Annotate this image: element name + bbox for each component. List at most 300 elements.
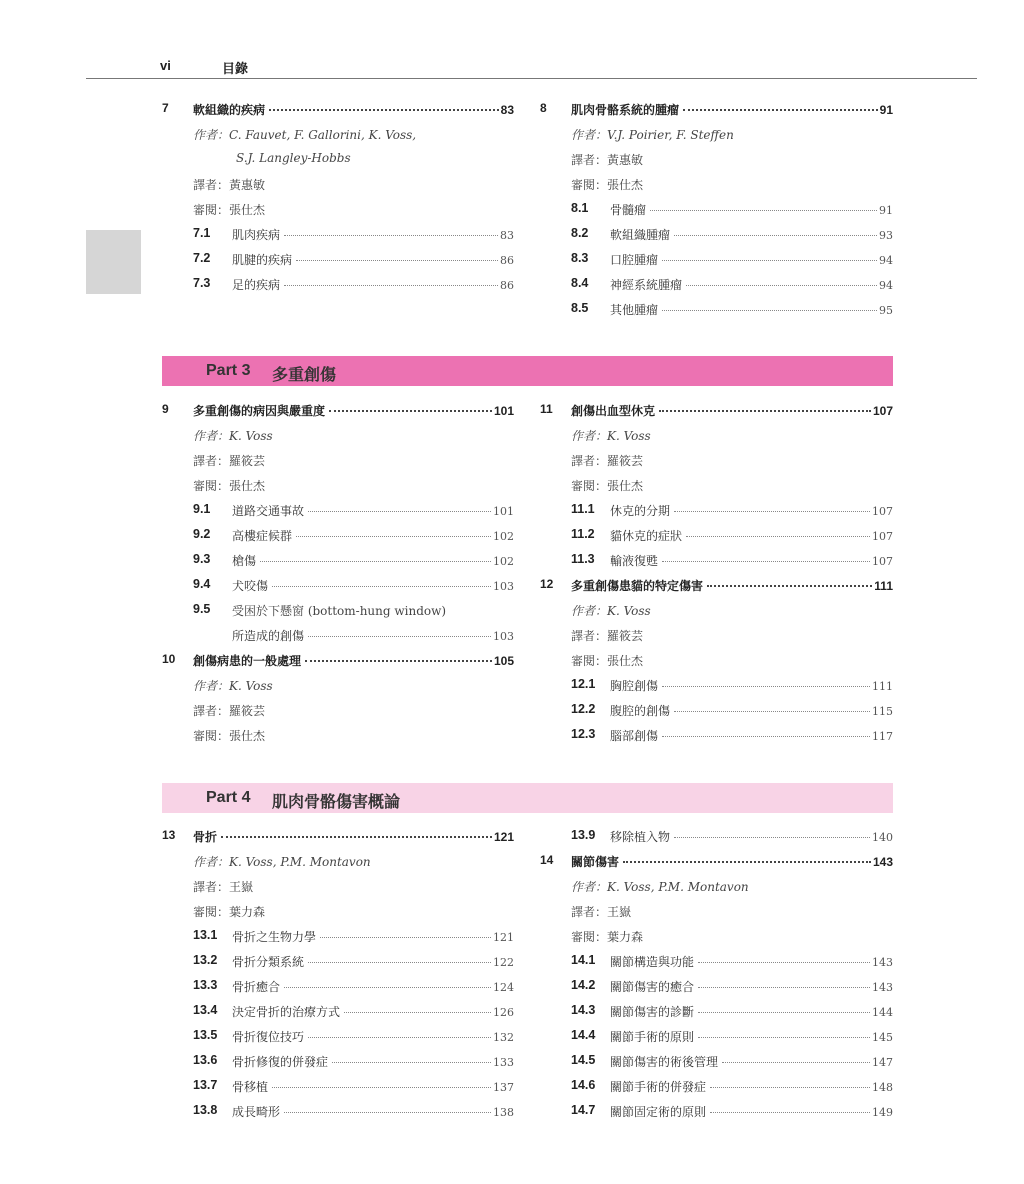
credit-text: 譯者：黃惠敏 <box>193 178 266 192</box>
credit-text: 譯者：王嶽 <box>571 905 632 919</box>
header-rule <box>86 78 977 79</box>
section-leader <box>232 251 514 268</box>
toc-section-entry <box>540 1075 893 1100</box>
chapter-title: 軟組織的疾病 <box>193 103 266 117</box>
chapter-leader <box>193 652 514 669</box>
dot-leader <box>284 987 491 988</box>
toc-top-left <box>162 98 514 298</box>
toc-credit-line <box>162 699 514 724</box>
section-page: 103 <box>493 580 514 593</box>
section-number: 13.4 <box>193 1003 218 1017</box>
toc-section-entry <box>162 499 514 524</box>
section-number: 14.1 <box>571 953 596 967</box>
credit-text: 審閱：張仕杰 <box>571 654 644 668</box>
dot-leader <box>698 962 870 963</box>
section-page: 117 <box>872 730 893 743</box>
dot-leader <box>686 536 870 537</box>
toc-section-entry <box>540 1000 893 1025</box>
credit-text: 審閱：葉力森 <box>193 905 266 919</box>
section-number: 8.1 <box>571 201 589 215</box>
toc-credit-line <box>162 674 514 699</box>
section-number: 9.4 <box>193 577 211 591</box>
section-number: 9.5 <box>193 602 211 616</box>
section-number: 14.6 <box>571 1078 596 1092</box>
page-number: vi <box>160 58 171 73</box>
toc-section-entry <box>540 825 893 850</box>
chapter-title: 多重創傷患貓的特定傷害 <box>571 579 704 593</box>
dot-leader <box>308 636 491 637</box>
credit-text: 作者：K. Voss, P.M. Montavon <box>193 855 371 869</box>
section-title: 關節傷害的診斷 <box>610 1005 695 1019</box>
toc-section-entry <box>540 1050 893 1075</box>
section-title: 骨移植 <box>232 1080 269 1094</box>
section-number: 12.3 <box>571 727 596 741</box>
section-page: 107 <box>872 505 893 518</box>
section-title: 成長畸形 <box>232 1105 281 1119</box>
dot-leader <box>707 585 872 587</box>
section-title: 肌肉疾病 <box>232 228 281 242</box>
section-leader <box>610 276 893 293</box>
section-leader <box>232 1028 514 1045</box>
section-number: 7.3 <box>193 276 211 290</box>
toc-section-entry <box>540 1025 893 1050</box>
credit-text: 作者：K. Voss <box>571 429 651 443</box>
credit-text: 譯者：羅筱芸 <box>571 454 644 468</box>
section-page: 101 <box>493 505 514 518</box>
toc-section-entry <box>540 674 893 699</box>
section-page: 95 <box>879 304 893 317</box>
dot-leader <box>269 109 499 111</box>
section-number: 8.5 <box>571 301 589 315</box>
credit-text: 審閱：張仕杰 <box>193 479 266 493</box>
toc-section-entry <box>162 1075 514 1100</box>
section-leader <box>232 1003 514 1020</box>
toc-credit-line <box>162 724 514 749</box>
dot-leader <box>332 1062 491 1063</box>
toc-section-entry <box>540 298 893 323</box>
section-leader <box>232 502 514 519</box>
section-title: 關節手術的併發症 <box>610 1080 707 1094</box>
toc-credit-line <box>540 599 893 624</box>
toc-credit-line <box>162 173 514 198</box>
section-number: 12.2 <box>571 702 596 716</box>
section-number: 13.2 <box>193 953 218 967</box>
chapter-title: 創傷病患的一般處理 <box>193 654 302 668</box>
toc-credit-line <box>162 198 514 223</box>
section-number: 13.5 <box>193 1028 218 1042</box>
section-title: 關節手術的原則 <box>610 1030 695 1044</box>
section-leader <box>610 1078 893 1095</box>
toc-part3-right <box>540 399 893 749</box>
chapter-leader <box>571 402 893 419</box>
toc-section-entry <box>540 248 893 273</box>
dot-leader <box>698 1037 870 1038</box>
dot-leader <box>296 536 491 537</box>
section-number: 13.8 <box>193 1103 218 1117</box>
chapter-leader <box>193 101 514 118</box>
section-number: 8.2 <box>571 226 589 240</box>
section-leader <box>232 953 514 970</box>
section-page: 107 <box>872 530 893 543</box>
dot-leader <box>662 686 870 687</box>
section-title: 肌腱的疾病 <box>232 253 293 267</box>
toc-section-entry <box>162 1100 514 1125</box>
section-page: 83 <box>500 229 514 242</box>
dot-leader <box>308 1037 491 1038</box>
section-page: 102 <box>493 555 514 568</box>
section-leader <box>610 502 893 519</box>
section-leader <box>232 928 514 945</box>
dot-leader <box>662 260 877 261</box>
toc-credit-line <box>540 925 893 950</box>
dot-leader <box>284 235 498 236</box>
dot-leader <box>662 736 870 737</box>
credit-text: 作者：K. Voss <box>193 679 273 693</box>
toc-credit-line <box>540 148 893 173</box>
credit-text: 譯者：羅筱芸 <box>193 704 266 718</box>
section-number: 13.9 <box>571 828 596 842</box>
toc-section-entry <box>162 975 514 1000</box>
section-page: 86 <box>500 279 514 292</box>
section-leader <box>232 627 514 644</box>
dot-leader <box>320 937 491 938</box>
section-title: 胸腔創傷 <box>610 679 659 693</box>
toc-chapter-entry <box>540 399 893 424</box>
section-page: 124 <box>493 981 514 994</box>
section-title: 關節傷害的癒合 <box>610 980 695 994</box>
section-leader <box>610 1103 893 1120</box>
section-leader <box>610 1028 893 1045</box>
section-number: 9.3 <box>193 552 211 566</box>
section-page: 93 <box>879 229 893 242</box>
toc-chapter-entry <box>162 98 514 123</box>
chapter-number: 9 <box>162 402 169 416</box>
toc-section-entry <box>162 574 514 599</box>
section-title: 足的疾病 <box>232 278 281 292</box>
dot-leader <box>674 511 870 512</box>
dot-leader <box>710 1112 870 1113</box>
toc-credit-line <box>162 900 514 925</box>
section-number: 14.7 <box>571 1103 596 1117</box>
chapter-title: 創傷出血型休克 <box>571 404 656 418</box>
chapter-leader <box>571 101 893 118</box>
toc-part4-right <box>540 825 893 1125</box>
section-title: 關節固定術的原則 <box>610 1105 707 1119</box>
toc-section-entry <box>162 1000 514 1025</box>
part4-label: Part 4 <box>206 789 251 806</box>
toc-credit-line <box>540 649 893 674</box>
section-page: 102 <box>493 530 514 543</box>
section-leader <box>232 978 514 995</box>
section-page: 133 <box>493 1056 514 1069</box>
dot-leader <box>674 235 877 236</box>
toc-section-entry <box>540 975 893 1000</box>
section-leader <box>232 552 514 569</box>
toc-section-entry <box>162 950 514 975</box>
toc-chapter-entry <box>540 850 893 875</box>
toc-section-entry <box>540 499 893 524</box>
chapter-title: 肌肉骨骼系統的腫瘤 <box>571 103 680 117</box>
section-page: 145 <box>872 1031 893 1044</box>
dot-leader <box>650 210 877 211</box>
section-page: 111 <box>872 680 893 693</box>
credit-text: 作者：K. Voss <box>571 604 651 618</box>
section-leader <box>232 1053 514 1070</box>
section-page: 121 <box>493 931 514 944</box>
part4-title: 肌肉骨骼傷害概論 <box>272 794 401 811</box>
section-title: 槍傷 <box>232 554 257 568</box>
toc-section-entry <box>540 724 893 749</box>
section-title: 骨折癒合 <box>232 980 281 994</box>
section-leader <box>232 276 514 293</box>
chapter-leader <box>571 577 893 594</box>
toc-section-entry <box>162 599 514 624</box>
section-number: 14.4 <box>571 1028 596 1042</box>
part3-banner <box>162 356 893 386</box>
section-title: 骨折修復的併發症 <box>232 1055 329 1069</box>
chapter-title: 骨折 <box>193 830 218 844</box>
credit-text: 審閱：張仕杰 <box>193 203 266 217</box>
chapter-page: 111 <box>874 579 893 593</box>
toc-credit-line <box>540 474 893 499</box>
toc-section-entry <box>540 524 893 549</box>
chapter-page: 91 <box>879 103 893 117</box>
credit-text: 譯者：羅筱芸 <box>571 629 644 643</box>
section-leader <box>610 828 893 845</box>
section-leader <box>610 527 893 544</box>
credit-text: 審閱：葉力森 <box>571 930 644 944</box>
toc-part3-left <box>162 399 514 749</box>
section-title: 所造成的創傷 <box>232 629 305 643</box>
chapter-page: 83 <box>500 103 514 117</box>
section-number: 12.1 <box>571 677 596 691</box>
dot-leader <box>662 310 877 311</box>
section-page: 137 <box>493 1081 514 1094</box>
dot-leader <box>662 561 870 562</box>
section-number: 11.1 <box>571 502 595 516</box>
section-number: 8.4 <box>571 276 589 290</box>
section-title: 高樓症候群 <box>232 529 293 543</box>
toc-credit-line <box>540 424 893 449</box>
section-number: 14.2 <box>571 978 596 992</box>
section-title: 關節構造與功能 <box>610 955 695 969</box>
dot-leader <box>722 1062 870 1063</box>
section-leader <box>610 552 893 569</box>
dot-leader <box>344 1012 491 1013</box>
toc-section-entry <box>540 273 893 298</box>
toc-chapter-entry <box>162 399 514 424</box>
section-title: 腦部創傷 <box>610 729 659 743</box>
section-page: 143 <box>872 956 893 969</box>
toc-credit-line <box>540 173 893 198</box>
chapter-number: 11 <box>540 402 553 416</box>
section-leader <box>610 251 893 268</box>
dot-leader <box>296 260 498 261</box>
credit-text: S.J. Langley-Hobbs <box>236 151 351 165</box>
dot-leader <box>329 410 492 412</box>
section-page: 149 <box>872 1106 893 1119</box>
dot-leader <box>659 410 871 412</box>
toc-chapter-entry <box>162 649 514 674</box>
chapter-page: 121 <box>493 830 514 844</box>
toc-credit-line <box>162 875 514 900</box>
section-title: 關節傷害的術後管理 <box>610 1055 719 1069</box>
chapter-leader <box>193 402 514 419</box>
section-number: 7.1 <box>193 226 211 240</box>
toc-section-entry <box>540 699 893 724</box>
chapter-number: 14 <box>540 853 554 867</box>
section-page: 148 <box>872 1081 893 1094</box>
toc-section-entry <box>162 1050 514 1075</box>
section-page: 86 <box>500 254 514 267</box>
toc-section-entry <box>162 925 514 950</box>
section-number: 11.2 <box>571 527 595 541</box>
toc-section-entry <box>540 950 893 975</box>
section-number: 9.2 <box>193 527 211 541</box>
dot-leader <box>284 285 498 286</box>
section-leader <box>610 1003 893 1020</box>
section-title: 犬咬傷 <box>232 579 269 593</box>
thumb-tab <box>86 230 141 294</box>
section-title: 腹腔的創傷 <box>610 704 671 718</box>
section-number: 13.6 <box>193 1053 218 1067</box>
dot-leader <box>674 711 870 712</box>
section-title: 受困於下懸窗 (bottom-hung window) <box>232 604 447 618</box>
toc-credit-line <box>540 624 893 649</box>
toc-section-entry <box>162 273 514 298</box>
section-title: 骨折復位技巧 <box>232 1030 305 1044</box>
chapter-number: 7 <box>162 101 169 115</box>
section-leader <box>232 577 514 594</box>
dot-leader <box>698 987 870 988</box>
credit-text: 作者：C. Fauvet, F. Gallorini, K. Voss, <box>193 128 417 142</box>
toc-credit-line <box>162 148 514 173</box>
section-leader <box>610 1053 893 1070</box>
credit-text: 譯者：王嶽 <box>193 880 254 894</box>
chapter-leader <box>193 828 514 845</box>
section-page: 147 <box>872 1056 893 1069</box>
section-leader <box>232 1078 514 1095</box>
section-page: 140 <box>872 831 893 844</box>
toc-section-entry <box>162 524 514 549</box>
chapter-page: 107 <box>872 404 893 418</box>
toc-section-entry <box>162 549 514 574</box>
section-page: 94 <box>879 254 893 267</box>
section-leader <box>610 201 893 218</box>
toc-credit-line <box>540 123 893 148</box>
section-title: 移除植入物 <box>610 830 671 844</box>
section-leader <box>232 226 514 243</box>
credit-text: 作者：V.J. Poirier, F. Steffen <box>571 128 734 142</box>
part4-banner <box>162 783 893 813</box>
dot-leader <box>305 660 492 662</box>
dot-leader <box>698 1012 870 1013</box>
toc-section-entry <box>162 223 514 248</box>
chapter-number: 12 <box>540 577 554 591</box>
section-leader <box>610 301 893 318</box>
toc-section-entry <box>540 1100 893 1125</box>
toc-credit-line <box>540 875 893 900</box>
section-title: 決定骨折的治療方式 <box>232 1005 341 1019</box>
credit-text: 作者：K. Voss <box>193 429 273 443</box>
toc-credit-line <box>162 424 514 449</box>
section-leader <box>610 978 893 995</box>
dot-leader <box>686 285 877 286</box>
dot-leader <box>272 1087 491 1088</box>
section-leader <box>610 953 893 970</box>
section-leader <box>610 727 893 744</box>
section-title: 骨髓瘤 <box>610 203 647 217</box>
toc-section-entry <box>162 624 514 649</box>
toc-chapter-entry <box>540 574 893 599</box>
section-title: 貓休克的症狀 <box>610 529 683 543</box>
chapter-number: 8 <box>540 101 547 115</box>
chapter-title: 關節傷害 <box>571 855 620 869</box>
credit-text: 審閱：張仕杰 <box>193 729 266 743</box>
dot-leader <box>260 561 491 562</box>
section-number: 13.1 <box>193 928 218 942</box>
section-number: 7.2 <box>193 251 211 265</box>
section-title: 骨折之生物力學 <box>232 930 317 944</box>
section-title: 軟組織腫瘤 <box>610 228 671 242</box>
chapter-title: 多重創傷的病因與嚴重度 <box>193 404 326 418</box>
toc-section-entry <box>540 198 893 223</box>
section-number: 9.1 <box>193 502 211 516</box>
section-page: 103 <box>493 630 514 643</box>
dot-leader <box>683 109 878 111</box>
dot-leader <box>284 1112 491 1113</box>
credit-text: 審閱：張仕杰 <box>571 178 644 192</box>
dot-leader <box>623 861 871 863</box>
chapter-number: 13 <box>162 828 176 842</box>
toc-section-entry <box>540 223 893 248</box>
chapter-leader <box>571 853 893 870</box>
dot-leader <box>710 1087 870 1088</box>
section-page: 122 <box>493 956 514 969</box>
section-page: 132 <box>493 1031 514 1044</box>
section-title: 道路交通事故 <box>232 504 305 518</box>
chapter-number: 10 <box>162 652 176 666</box>
section-title: 口腔腫瘤 <box>610 253 659 267</box>
toc-credit-line <box>162 123 514 148</box>
credit-text: 審閱：張仕杰 <box>571 479 644 493</box>
toc-credit-line <box>540 449 893 474</box>
part3-title: 多重創傷 <box>272 367 337 384</box>
section-title: 輸液復甦 <box>610 554 659 568</box>
credit-text: 作者：K. Voss, P.M. Montavon <box>571 880 749 894</box>
credit-text: 譯者：黃惠敏 <box>571 153 644 167</box>
section-number: 13.7 <box>193 1078 218 1092</box>
section-leader <box>232 1103 514 1120</box>
section-title: 休克的分期 <box>610 504 671 518</box>
dot-leader <box>308 511 491 512</box>
section-number: 11.3 <box>571 552 595 566</box>
section-number: 14.3 <box>571 1003 596 1017</box>
toc-section-entry <box>162 248 514 273</box>
section-page: 138 <box>493 1106 514 1119</box>
toc-chapter-entry <box>540 98 893 123</box>
part3-label: Part 3 <box>206 362 251 379</box>
toc-credit-line <box>540 900 893 925</box>
section-number: 14.5 <box>571 1053 596 1067</box>
toc-chapter-entry <box>162 825 514 850</box>
dot-leader <box>272 586 491 587</box>
section-leader <box>610 702 893 719</box>
toc-section-entry <box>162 1025 514 1050</box>
toc-section-entry <box>540 549 893 574</box>
credit-text: 譯者：羅筱芸 <box>193 454 266 468</box>
dot-leader <box>221 836 492 838</box>
